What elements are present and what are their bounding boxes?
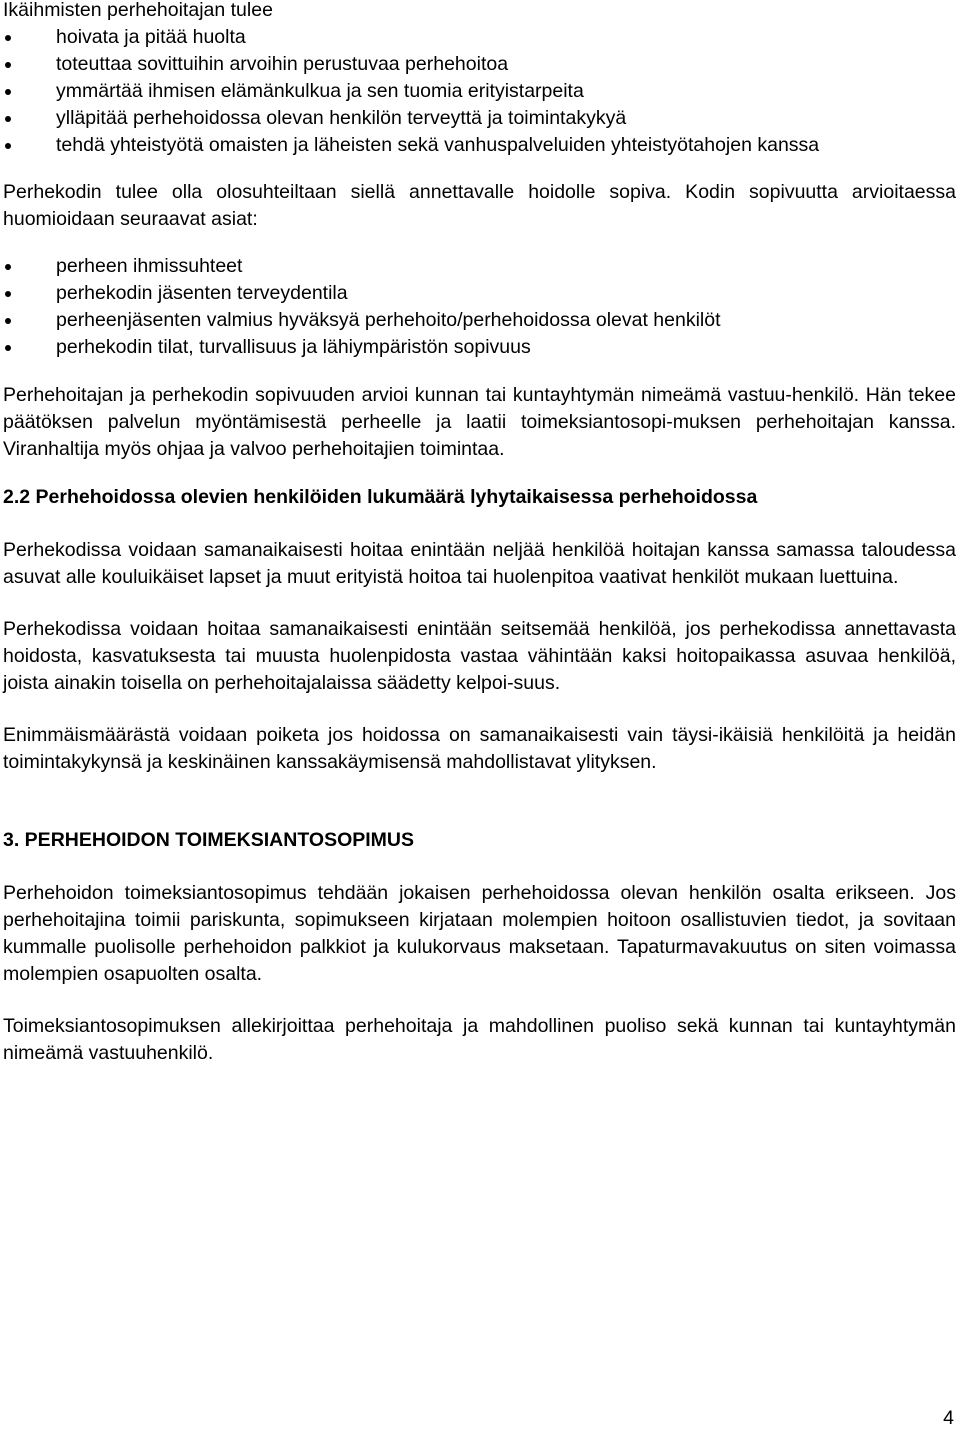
bullet-icon (5, 35, 11, 41)
intro-heading: Ikäihmisten perhehoitajan tulee (3, 0, 273, 21)
section-3-paragraph-1: Perhehoidon toimeksiantosopimus tehdään jokaisen perhehoidossa olevan henkilön osalta erikseen. Jos perhehoitajina toimii pariskunta, sopimukseen kirjataan molempien hoitoon osallistuvien tiedot, ja sovitaan kummalle puolisolle perhehoidon palkkiot ja kulukorvaus maksetaan. Tapaturmavakuutus on siten voimassa molempien osapuolten osalta. (3, 882, 956, 985)
list-item: perhekodin jäsenten terveydentila (3, 280, 956, 307)
bullet-icon (5, 89, 11, 95)
list-item: perhekodin tilat, turvallisuus ja lähiympäristön sopivuus (3, 334, 956, 361)
list-item: ylläpitää perhehoidossa olevan henkilön terveyttä ja toimintakykyä (3, 105, 956, 132)
list-item: ymmärtää ihmisen elämänkulkua ja sen tuomia erityistarpeita (3, 78, 956, 105)
section-2-2-paragraph-3: Enimmäismäärästä voidaan poiketa jos hoidossa on samanaikaisesti vain täysi-ikäisiä henkilöitä ja heidän toimintakykynsä ja keskinäinen kanssakäymisensä mahdollistavat ylityksen. (3, 724, 956, 773)
bullet-icon (5, 264, 11, 270)
document-page (3, 0, 956, 1067)
assessment-paragraph: Perhehoitajan ja perhekodin sopivuuden arvioi kunnan tai kuntayhtymän nimeämä vastuu-henkilö. Hän tekee päätöksen palvelun myöntämisestä perheelle ja laatii toimeksiantosopi-muksen perhehoitajan kanssa. Viranhaltija myös ohjaa ja valvoo perhehoitajien toimintaa. (3, 384, 956, 460)
section-2-2-paragraph-1: Perhekodissa voidaan samanaikaisesti hoitaa enintään neljää henkilöä hoitajan kanssa samassa taloudessa asuvat alle kouluikäiset lapset ja muut erityistä hoitoa tai huolenpitoa vaativat henkilöt mukaan luettuina. (3, 539, 956, 588)
bullet-icon (5, 116, 11, 122)
bullet-icon (5, 143, 11, 149)
list-item: tehdä yhteistyötä omaisten ja läheisten sekä vanhuspalveluiden yhteistyötahojen kanssa (3, 132, 956, 159)
list-item: hoivata ja pitää huolta (3, 24, 956, 51)
bullet-icon (5, 291, 11, 297)
suitability-paragraph: Perhekodin tulee olla olosuhteiltaan siellä annettavalle hoidolle sopiva. Kodin sopivuutta arvioitaessa huomioidaan seuraavat asiat: (3, 181, 956, 230)
section-3-heading: 3. PERHEHOIDON TOIMEKSIANTOSOPIMUS (3, 829, 415, 851)
section-2-2-heading: 2.2 Perhehoidossa olevien henkilöiden lukumäärä lyhytaikaisessa perhehoidossa (3, 486, 758, 508)
bullet-icon (5, 62, 11, 68)
bullet-icon (5, 345, 11, 351)
list-item: perheenjäsenten valmius hyväksyä perhehoito/perhehoidossa olevat henkilöt (3, 307, 956, 334)
section-2-2-paragraph-2: Perhekodissa voidaan hoitaa samanaikaisesti enintään seitsemää henkilöä, jos perhekodissa annettavasta hoidosta, kasvatuksesta tai muusta huolenpidosta vastaa vähintään kaksi hoitopaikassa asuvaa henkilöä, joista ainakin toisella on perhehoitajalaissa säädetty kelpoi-suus. (3, 618, 956, 694)
suitability-bullet-list (3, 253, 956, 361)
bullet-icon (5, 318, 11, 324)
section-3-paragraph-2: Toimeksiantosopimuksen allekirjoittaa perhehoitaja ja mahdollinen puoliso sekä kunnan tai kuntayhtymän nimeämä vastuuhenkilö. (3, 1015, 956, 1064)
list-item: toteuttaa sovittuihin arvoihin perustuvaa perhehoitoa (3, 51, 956, 78)
intro-bullet-list (3, 24, 956, 159)
page-number: 4 (943, 1407, 954, 1429)
list-item: perheen ihmissuhteet (3, 253, 956, 280)
